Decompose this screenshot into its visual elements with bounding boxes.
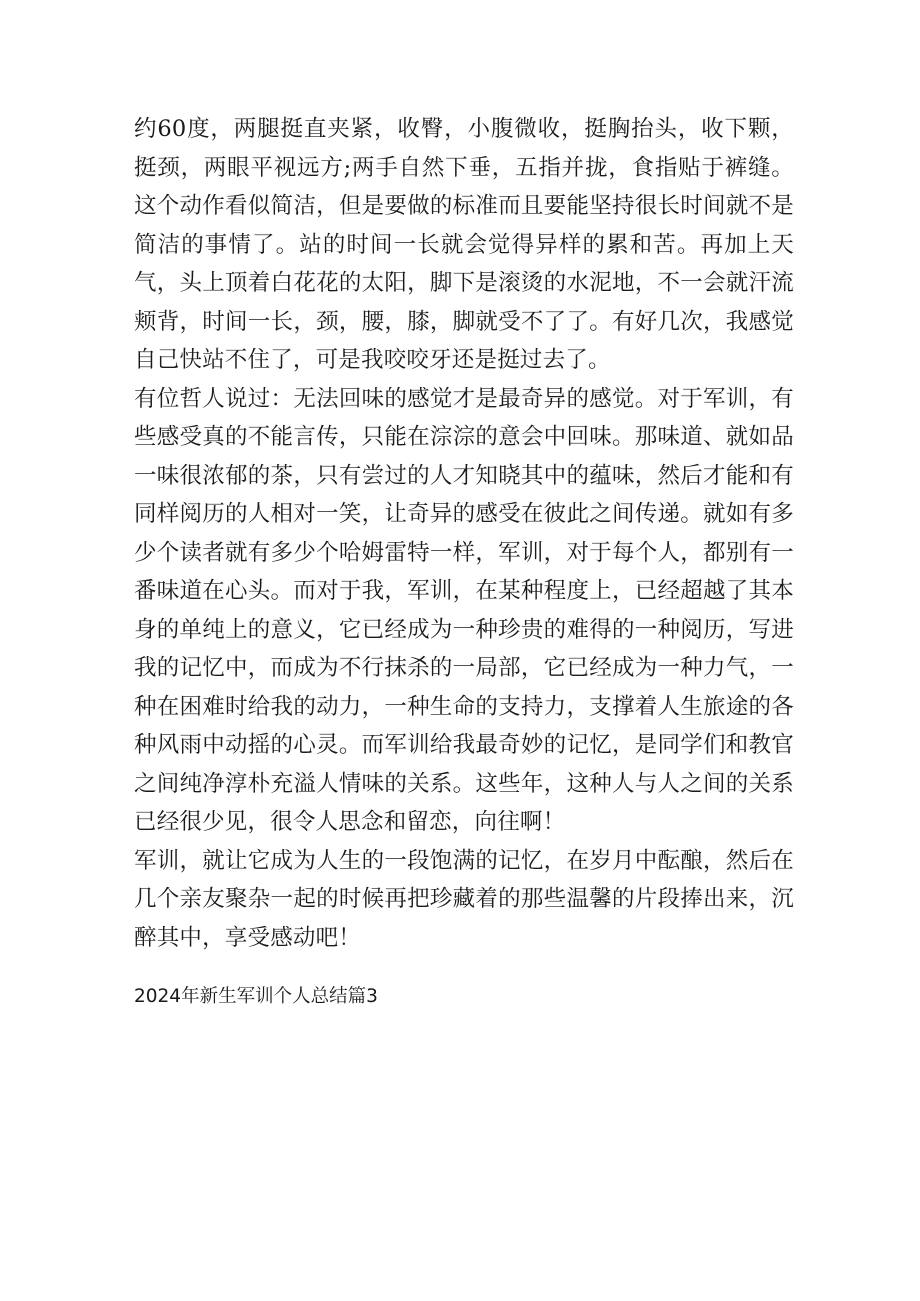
paragraph-3: 军训，就让它成为人生的一段饱满的记忆，在岁月中酝酿，然后在几个亲友聚杂一起的时候再把珍藏着的那些温馨的片段捧出来，沉醉其中，享受感动吧！ bbox=[134, 847, 794, 951]
paragraph-2: 有位哲人说过：无法回味的感觉才是最奇异的感觉。对于军训，有些感受真的不能言传，只能在淙淙的意会中回味。那味道、就如品一味很浓郁的茶，只有尝过的人才知晓其中的蕴味，然后才能和有同样阅历的人相对一笑，让奇异的感受在彼此之间传递。就如有多少个读者就有多少个哈姆雷特一样，军训，对于每个人，都别有一番味道在心头。而对于我，军训，在某种程度上，已经超越了其本身的单纯上的意义，它已经成为一种珍贵的难得的一种阅历，写进我的记忆中，而成为不行抹杀的一局部，它已经成为一种力气，一种在困难时给我的动力，一种生命的支持力，支撑着人生旅途的各种风雨中动摇的心灵。而军训给我最奇妙的记忆，是同学们和教官之间纯净淳朴充溢人情味的关系。这些年，这种人与人之间的关系已经很少见，很令人思念和留恋，向往啊！ bbox=[134, 385, 794, 835]
document-body bbox=[134, 110, 794, 1013]
paragraph-1: 约60度，两腿挺直夹紧，收臀，小腹微收，挺胸抬头，收下颗，挺颈，两眼平视远方;两手自然下垂，五指并拢，食指贴于裤缝。这个动作看似简洁，但是要做的标准而且要能坚持很长时间就不是简洁的事情了。站的时间一长就会觉得异样的累和苦。再加上天气，头上顶着白花花的太阳，脚下是滚烫的水泥地，不一会就汗流颊背，时间一长，颈，腰，膝，脚就受不了了。有好几次，我感觉自己快站不住了，可是我咬咬牙还是挺过去了。 bbox=[134, 116, 794, 373]
section-heading: 2024年新生军训个人总结篇3 bbox=[134, 986, 378, 1007]
